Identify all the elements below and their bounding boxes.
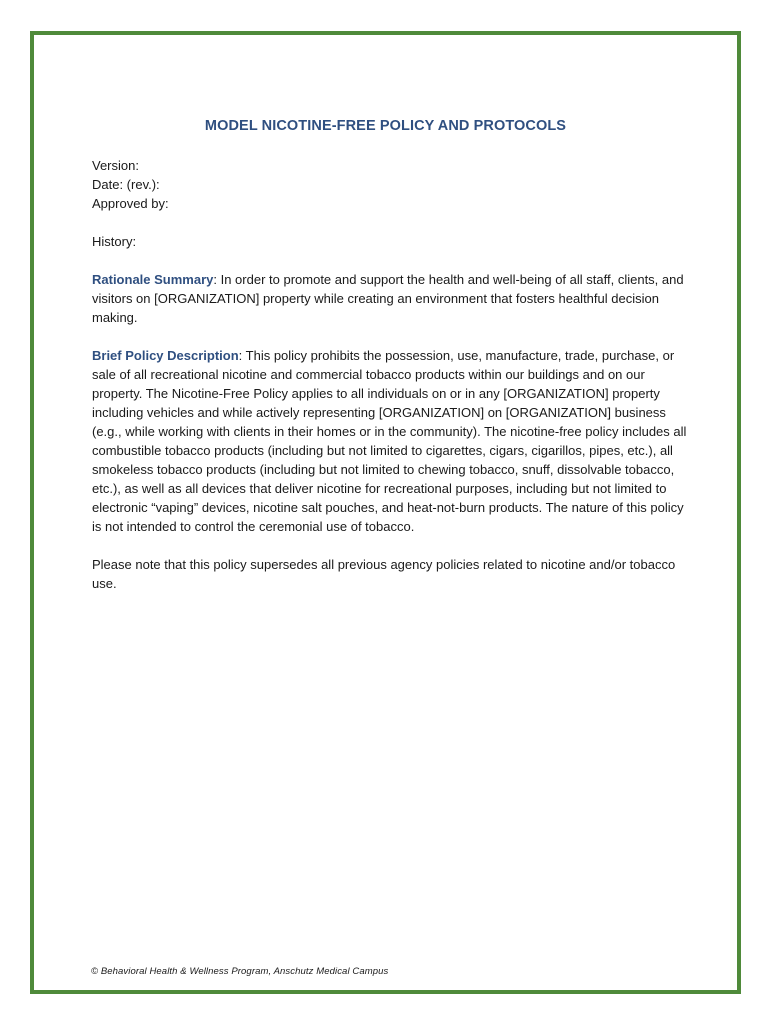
note-paragraph: Please note that this policy supersedes all previous agency policies related to nicotine and/or tobacco use. [92, 557, 676, 591]
brief-policy-text: : This policy prohibits the possession, use, manufacture, trade, purchase, or sale of all recreational nicotine and commercial tobacco products within our buildings and on our property. The Nicotine-Free Policy applies to all individuals on or in any [ORGANIZATION] property including vehicles and while actively representing [ORGANIZATION] on [ORGANIZATION] business (e.g., while working with clients in their homes or in the community). The nicotine-free policy includes all combustible tobacco products (including but not limited to cigarettes, cigars, cigarillos, pipes, etc.), all smokeless tobacco products (including but not limited to chewing tobacco, snuff, dissolvable tobacco, etc.), as well as all devices that deliver nicotine for recreational purposes, including but not limited to electronic “vaping” devices, nicotine salt pouches, and heat-not-burn products. The nature of this policy is not intended to control the ceremonial use of tobacco. [92, 348, 687, 534]
brief-policy-heading: Brief Policy Description [92, 348, 239, 363]
document-title: MODEL NICOTINE-FREE POLICY AND PROTOCOLS [204, 118, 567, 134]
copyright-footer: © Behavioral Health & Wellness Program, Anschutz Medical Campus [91, 966, 389, 977]
page-border [30, 31, 741, 994]
version-label: Version: [92, 158, 139, 173]
brief-policy-paragraph [92, 346, 692, 536]
approved-by-label: Approved by: [92, 196, 169, 211]
history-label: History: [92, 234, 137, 249]
document-body [92, 156, 692, 593]
spacer [92, 536, 692, 555]
spacer [92, 327, 692, 346]
spacer [92, 251, 692, 270]
date-label: Date: (rev.): [92, 177, 160, 192]
rationale-paragraph [92, 270, 692, 327]
rationale-heading: Rationale Summary [92, 272, 214, 287]
spacer [92, 213, 692, 232]
rationale-text: : In order to promote and support the health and well-being of all staff, clients, and visitors on [ORGANIZATION] property while creating an environment that fosters healthful decision making. [92, 272, 684, 325]
